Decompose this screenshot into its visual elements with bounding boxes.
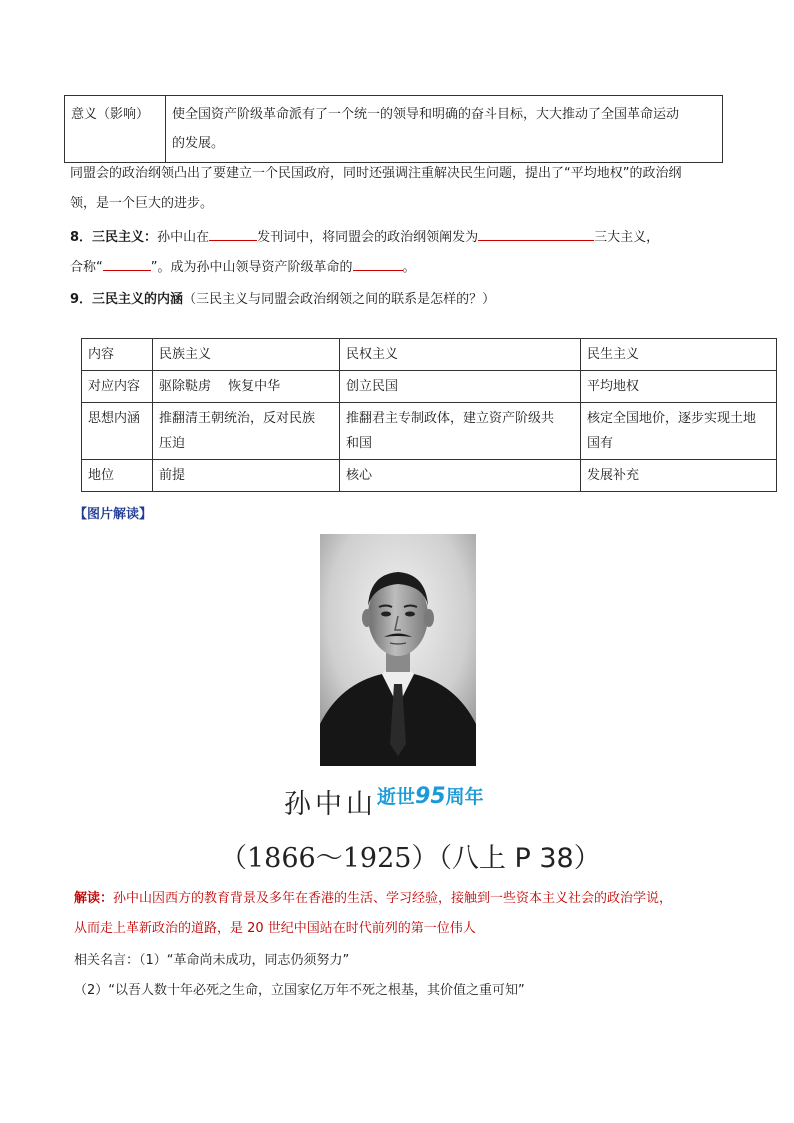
interpretation-note: 解读：孙中山因西方的教育背景及多年在香港的生活、学习经验，接触到一些资本主义社会的政治学说， 从而走上革新政治的道路，是 20 世纪中国站在时代前列的第一位伟人 [74, 891, 673, 936]
blank-4[interactable] [353, 256, 403, 271]
table-row: 内容 民族主义 民权主义 民生主义 [82, 339, 777, 371]
significance-content: 使全国资产阶级革命派有了一个统一的领导和明确的奋斗目标，大大推动了全国革命运动 的发展。 [166, 96, 723, 163]
blank-3[interactable] [103, 256, 151, 271]
three-principles-table [81, 338, 777, 492]
question-8: 8．三民主义：孙中山在 发刊词中，将同盟会的政治纲领阐发为 三大主义， 合称“ ”。成为孙中山领导资产阶级革命的 。 [70, 223, 730, 283]
table-row: 对应内容 驱除鞑虏 恢复中华 创立民国 平均地权 [82, 371, 777, 403]
portrait-caption-dates: （1866～1925）（八上 P 38） [220, 843, 601, 874]
portrait-caption-title: 孙中山逝世95周年 [284, 784, 484, 820]
significance-table [64, 95, 723, 163]
table-row: 思想内涵 推翻清王朝统治，反对民族 压迫 推翻君主专制政体，建立资产阶级共 和国 核定全国地价，逐步实现土地 国有 [82, 403, 777, 460]
blank-1[interactable] [209, 226, 257, 241]
related-quotes: 相关名言：（1）“革命尚未成功，同志仍须努力” （2）“以吾人数十年必死之生命，立国家亿万年不死之根基，其价值之重可知” [74, 953, 525, 998]
significance-label: 意义（影响） [65, 96, 166, 163]
question-9: 9．三民主义的内涵（三民主义与同盟会政治纲领之间的联系是怎样的？） [70, 292, 496, 307]
portrait-photo [320, 534, 476, 766]
section-heading: 【图片解读】 [74, 507, 153, 522]
blank-2[interactable] [478, 226, 594, 241]
platform-paragraph: 同盟会的政治纲领凸出了要建立一个民国政府，同时还强调注重解决民生问题，提出了“平均地权”的政治纲 领，是一个巨大的进步。 [70, 166, 682, 211]
table-row: 地位 前提 核心 发展补充 [82, 460, 777, 492]
